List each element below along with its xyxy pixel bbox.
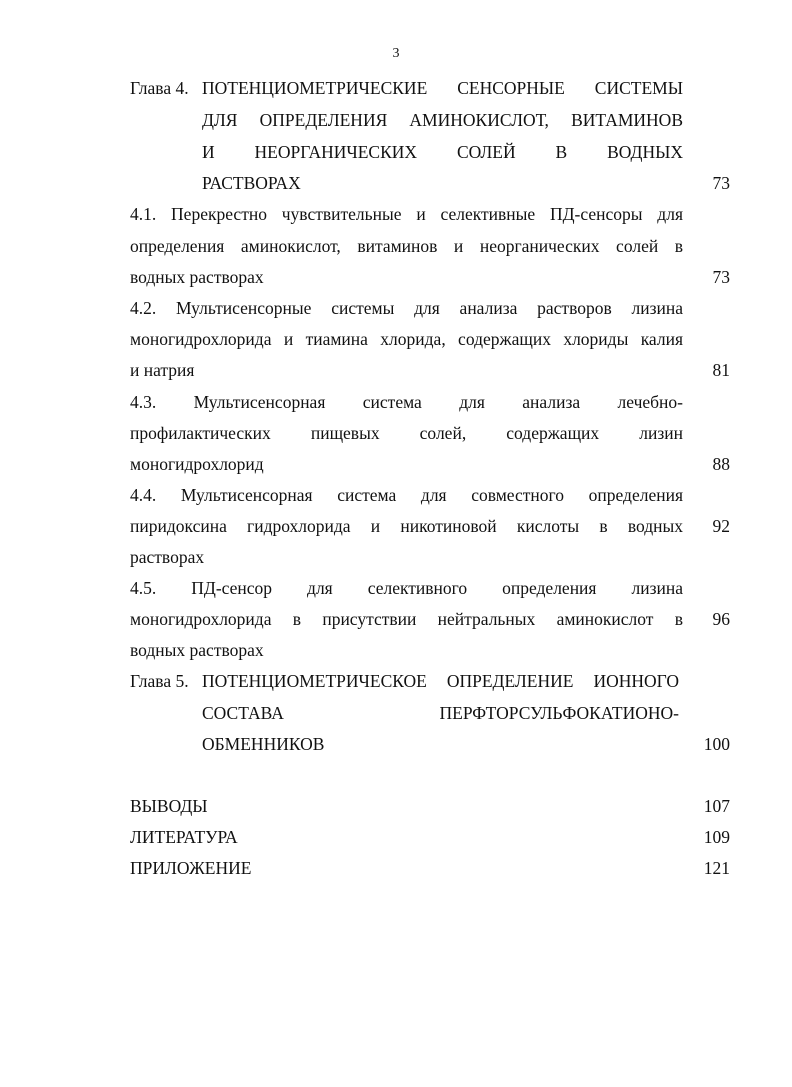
chapter-4-title-line-1: ПОТЕНЦИОМЕТРИЧЕСКИЕ СЕНСОРНЫЕ СИСТЕМЫ [202,78,683,98]
section-4-2-line-3: и натрия [130,360,195,380]
section-4-5-line-1: 4.5. ПД-сенсор для селективного определения лизина [130,578,683,598]
section-4-3-page: 88 [712,454,730,474]
section-4-3-line-3: моногидрохлорид [130,454,264,474]
section-4-3-line-1: 4.3. Мультисенсорная система для анализа лечебно- [130,392,683,412]
section-4-2-line-2: моногидрохлорида и тиамина хлорида, содержащих хлориды калия [130,329,683,349]
section-4-5-line-3: водных растворах [130,640,264,660]
chapter-4-title-line-2: ДЛЯ ОПРЕДЕЛЕНИЯ АМИНОКИСЛОТ, ВИТАМИНОВ [202,110,683,130]
conclusions-label: ВЫВОДЫ [130,796,208,816]
chapter-4-label: Глава 4. [130,78,189,98]
chapter-5-title-line-2: СОСТАВА ПЕРФТОРСУЛЬФОКАТИОНО- [202,703,679,723]
chapter-4-title-line-4: РАСТВОРАХ [202,173,301,193]
section-4-4-page: 92 [712,516,730,536]
chapter-5-label: Глава 5. [130,671,189,691]
chapter-4-title-line-3: И НЕОРГАНИЧЕСКИХ СОЛЕЙ В ВОДНЫХ [202,142,683,162]
section-4-1-page: 73 [712,267,730,287]
section-4-5-line-2: моногидрохлорида в присутствии нейтральных аминокислот в [130,609,683,629]
section-4-2-page: 81 [712,360,730,380]
literature-page: 109 [703,827,730,847]
section-4-1-line-1: 4.1. Перекрестно чувствительные и селективные ПД-сенсоры для [130,204,683,224]
literature-label: ЛИТЕРАТУРА [130,827,238,847]
section-4-2-line-1: 4.2. Мультисенсорные системы для анализа растворов лизина [130,298,683,318]
section-4-4-line-1: 4.4. Мультисенсорная система для совместного определения [130,485,683,505]
page-number: 3 [392,46,400,61]
section-4-3-line-2: профилактических пищевых солей, содержащих лизин [130,423,683,443]
section-4-5-page: 96 [712,609,730,629]
conclusions-page: 107 [703,796,730,816]
appendix-label: ПРИЛОЖЕНИЕ [130,858,252,878]
chapter-5-page: 100 [703,734,730,754]
section-4-1-line-3: водных растворах [130,267,264,287]
chapter-5-title-line-3: ОБМЕННИКОВ [202,734,325,754]
chapter-5-title-line-1: ПОТЕНЦИОМЕТРИЧЕСКОЕ ОПРЕДЕЛЕНИЕ ИОННОГО [202,671,679,691]
appendix-page: 121 [703,858,730,878]
section-4-4-line-2: пиридоксина гидрохлорида и никотиновой кислоты в водных [130,516,683,536]
section-4-1-line-2: определения аминокислот, витаминов и неорганических солей в [130,236,683,256]
section-4-4-line-3: растворах [130,547,205,567]
chapter-4-page: 73 [712,173,730,193]
